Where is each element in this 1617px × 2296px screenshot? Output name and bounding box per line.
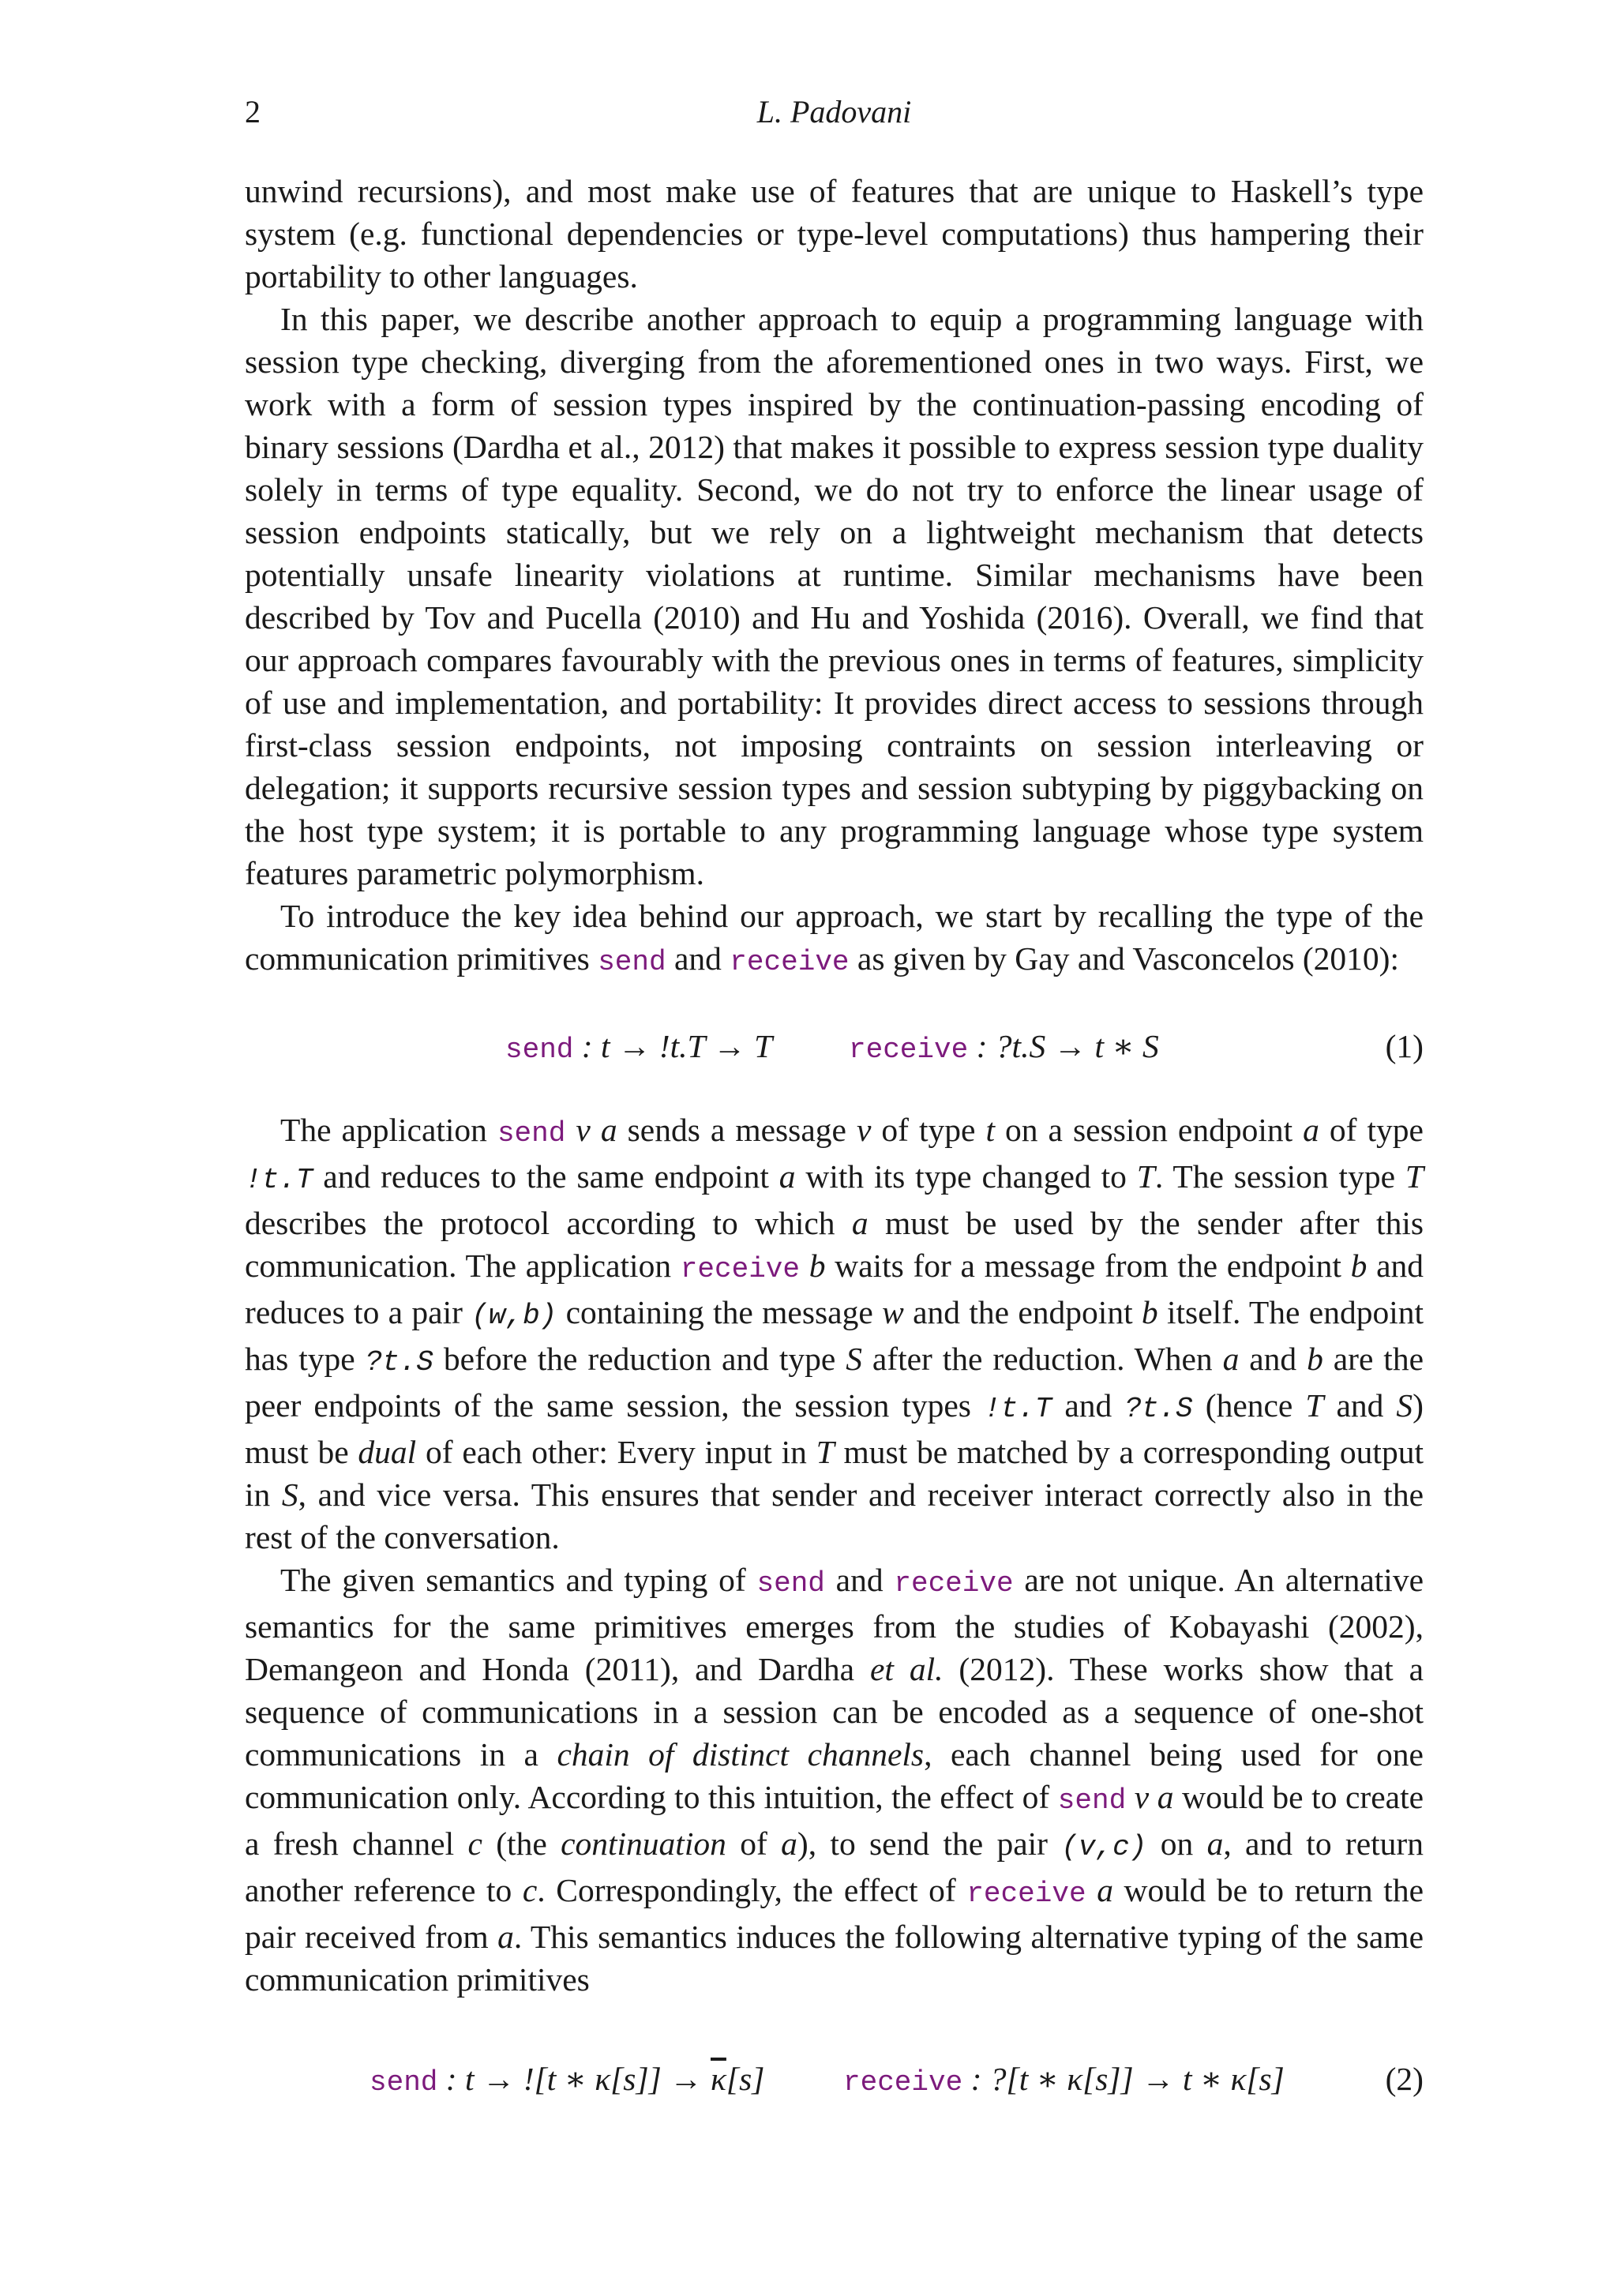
equation-1-send: send : t → !t.T → T [505,1028,773,1066]
paragraph-2: In this paper, we describe another approach to equip a programming language with session type checking, diverging from the aforementioned ones in two ways. First, we work with a form of session types inspired by the continuation-passing encoding of binary sessions (Dardha et al., 2012) that makes it possible to express session type duality solely in terms of type equality. Second, we do not try to enforce the linear usage of session endpoints statically, but we rely on a lightweight mechanism that detects potentially unsafe linearity violations at runtime. Similar mechanisms have been described by Tov and Pucella (2010) and Hu and Yoshida (2016). Overall, we find that our approach compares favourably with the previous ones in terms of features, simplicity of use and implementation, and portability: It provides direct access to sessions through first-class session endpoints, not imposing contraints on session interleaving or delegation; it supports recursive session types and session subtyping by piggybacking on the host type system; it is portable to any programming language whose type system features parametric polymorphism. [245,301,1424,891]
paragraph-5: The given semantics and typing of send and receive are not unique. An alternative semantics for the same primitives emerges from the studies of Kobayashi (2002), Demangeon and Honda (2011), and Dardha et al. (2012). These works show that a sequence of communications in a session can be encoded as a sequence of one-shot communications in a chain of distinct channels, each channel being used for one communication only. According to this intuition, the effect of send v a would be to create a fresh channel c (the continuation of a), to send the pair (v,c) on a, and to return another reference to c. Correspondingly, the effect of receive a would be to return the pair received from a. This semantics induces the following alternative typing of the same communication primitives [245,1562,1424,1998]
equation-2 [245,2058,1424,2100]
page-number: 2 [245,94,261,129]
paragraph-3: To introduce the key idea behind our approach, we start by recalling the type of the communication primitives send and receive as given by Gay and Vasconcelos (2010): [245,898,1424,978]
code-send: send [598,946,666,978]
equation-2-send: send : t → ![t ∗ $\kappa[s]] \to \overline{\kappa}[s]$ [370,2061,765,2099]
equation-1-receive: receive : ?t.S → t ∗ S [849,1028,1159,1066]
equation-2-receive: receive : ?[t ∗ κ[s]] → t ∗ κ[s] [843,2061,1285,2099]
paragraph-4: The application send v a sends a message v of type t on a session endpoint a of type !t.T and reduces to the same endpoint a with its type changed to T. The session type T describes the protocol according to which a must be used by the sender after this communication. The application receive b waits for a message from the endpoint b and reduces to a pair (w,b) containing the message w and the endpoint b itself. The endpoint has type ?t.S before the reduction and type S after the reduction. When a and b are the peer endpoints of the same session, the session types !t.T and ?t.S (hence T and S) must be dual of each other: Every input in T must be matched by a corresponding output in S, and vice versa. This ensures that sender and receiver interact correctly also in the rest of the conversation. [245,1112,1424,1555]
running-header [245,88,1424,136]
equation-1-number: (1) [1385,1028,1424,1064]
paragraph-1: unwind recursions), and most make use of features that are unique to Haskell’s type system (e.g. functional dependencies or type-level computations) thus hampering their portability to other languages. [245,173,1424,295]
equation-2-number: (2) [1385,2061,1424,2097]
main-text [245,170,1424,2140]
equation-1 [245,1025,1424,1067]
running-author: L. Padovani [756,94,912,129]
code-receive: receive [730,946,850,978]
